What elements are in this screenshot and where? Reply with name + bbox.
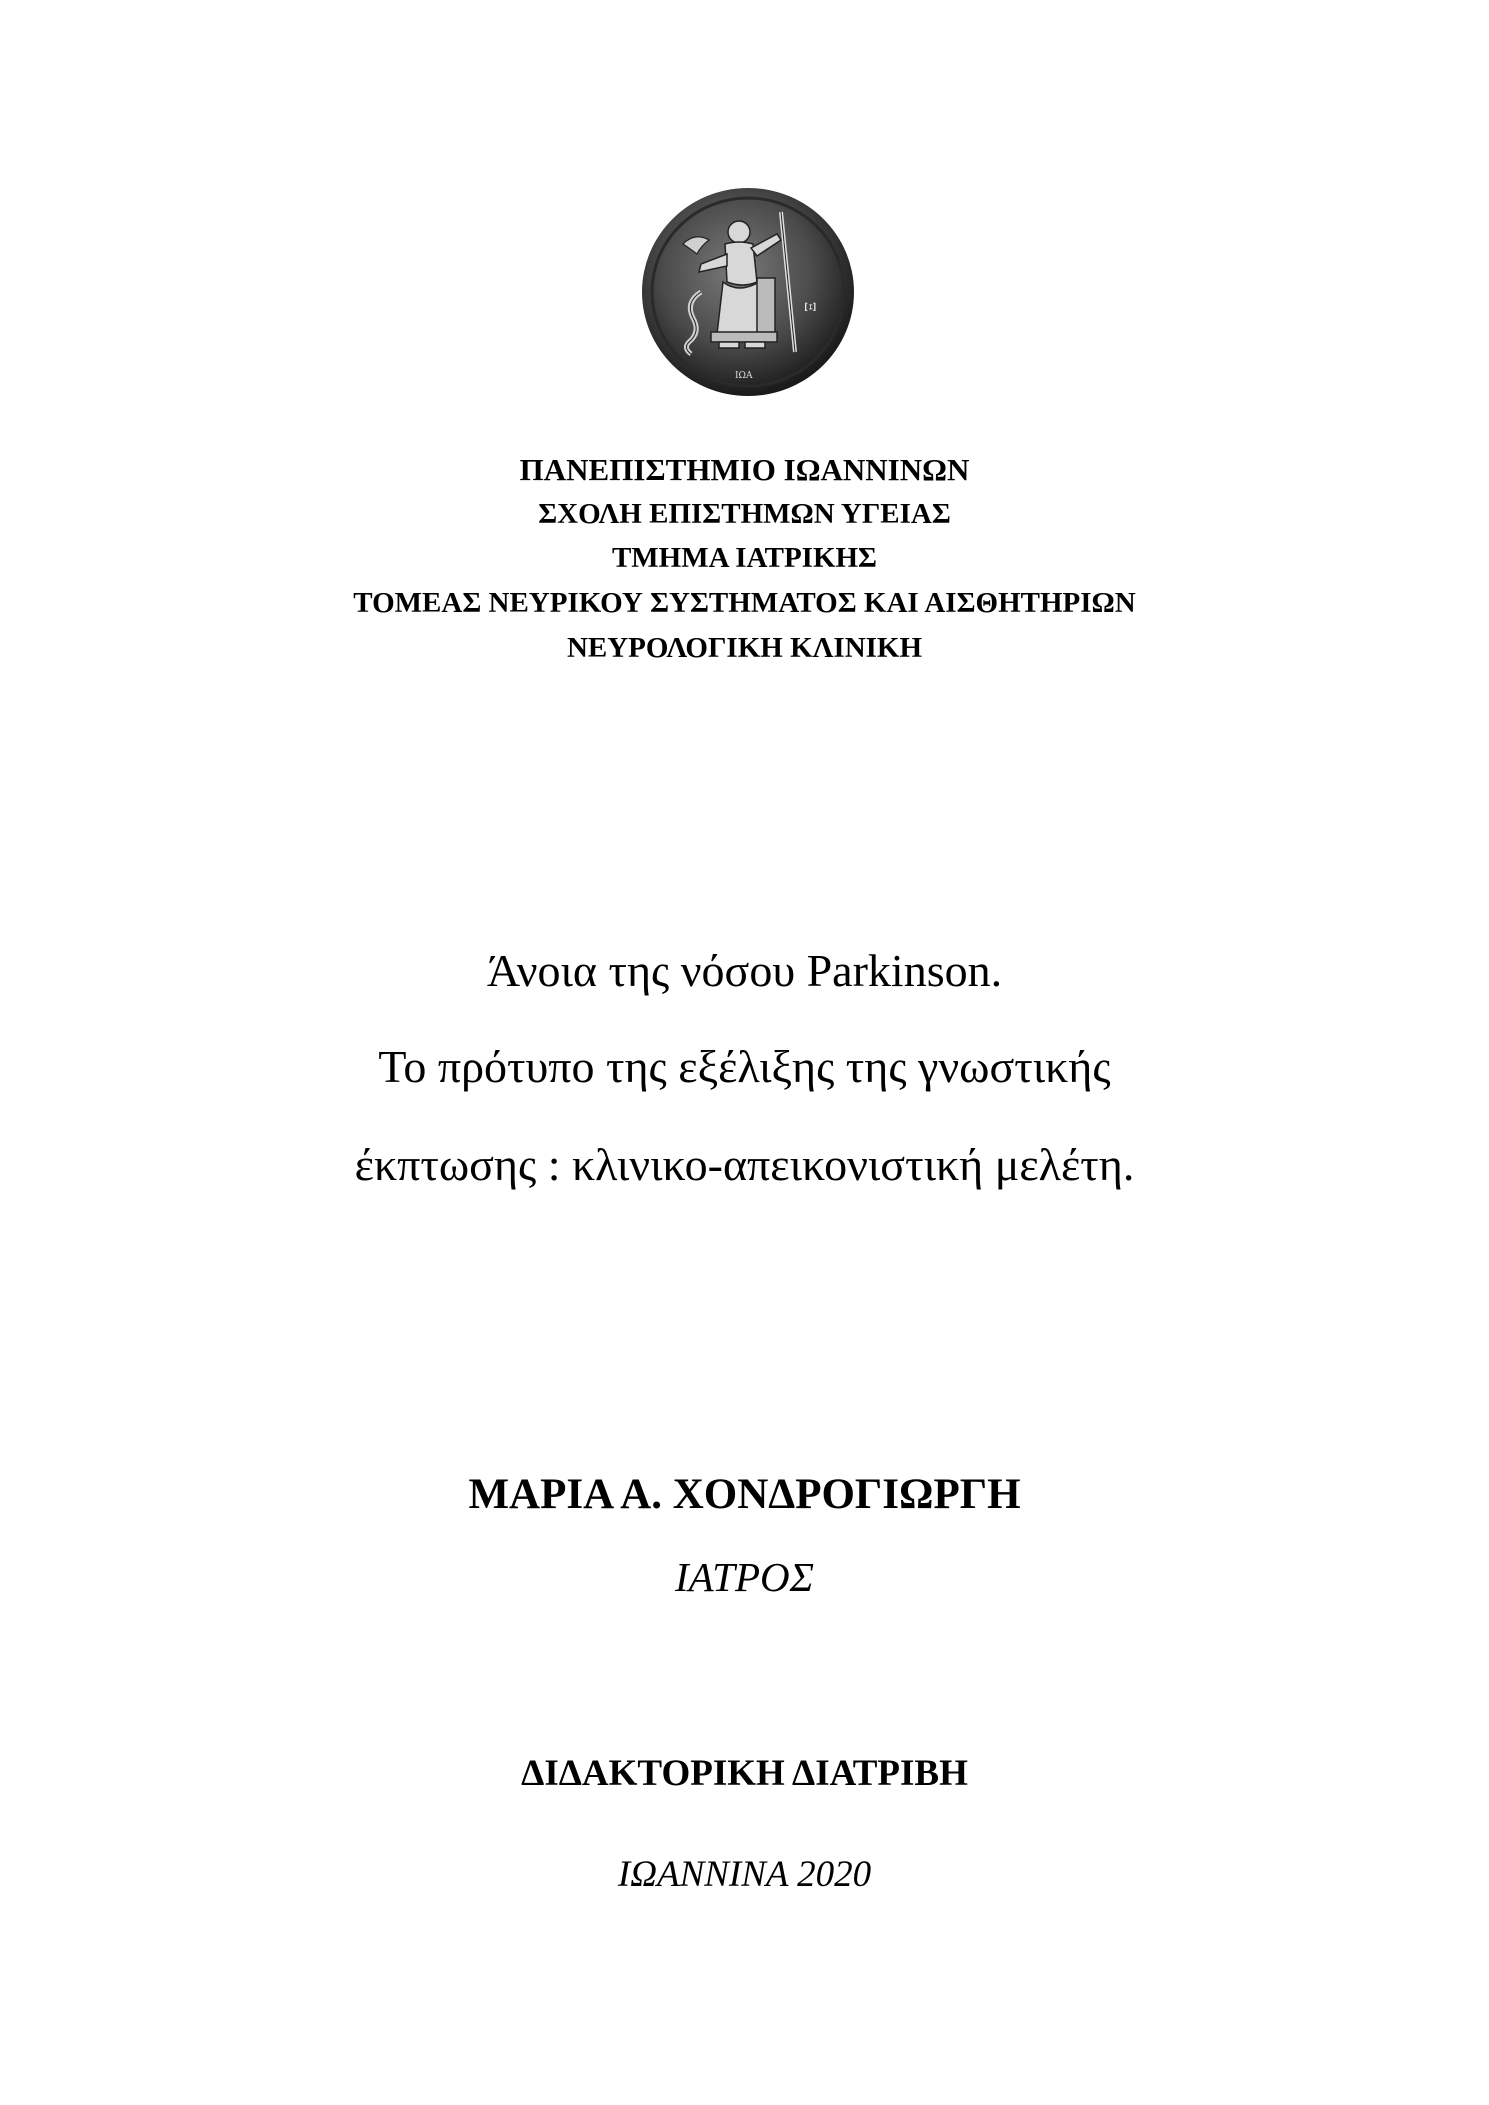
place-and-year: ΙΩΑΝΝΙΝΑ 2020 xyxy=(617,1854,872,1895)
svg-text:Ξ: Ξ xyxy=(801,302,817,312)
university-coin-seal-icon xyxy=(639,182,857,400)
document-type: ΔΙΔΑΚΤΟΡΙΚΗ ΔΙΑΤΡΙΒΗ xyxy=(521,1753,968,1794)
sector-name: ΤΟΜΕΑΣ ΝΕΥΡΙΚΟΥ ΣΥΣΤΗΜΑΤΟΣ ΚΑΙ ΑΙΣΘΗΤΗΡΙΩΝ xyxy=(353,587,1136,619)
thesis-title-line-1: Άνοια της νόσου Parkinson. xyxy=(486,945,1003,996)
author-name: ΜΑΡΙΑ Α. ΧΟΝΔΡΟΓΙΩΡΓΗ xyxy=(468,1471,1021,1518)
clinic-name: ΝΕΥΡΟΛΟΓΙΚΗ ΚΛΙΝΙΚΗ xyxy=(566,632,923,664)
thesis-title-line-3: έκπτωσης : κλινικο-απεικονιστική μελέτη. xyxy=(354,1139,1135,1190)
university-name: ΠΑΝΕΠΙΣΤΗΜΙΟ ΙΩΑΝΝΙΝΩΝ xyxy=(519,452,970,487)
thesis-title-line-2: Το πρότυπο της εξέλιξης της γνωστικής xyxy=(378,1041,1111,1092)
school-name: ΣΧΟΛΗ ΕΠΙΣΤΗΜΩΝ ΥΓΕΙΑΣ xyxy=(538,498,951,530)
author-profession: ΙΑΤΡΟΣ xyxy=(675,1554,814,1600)
svg-text:ΙΩΑ: ΙΩΑ xyxy=(735,371,753,381)
department-name: ΤΜΗΜΑ ΙΑΤΡΙΚΗΣ xyxy=(611,542,878,574)
